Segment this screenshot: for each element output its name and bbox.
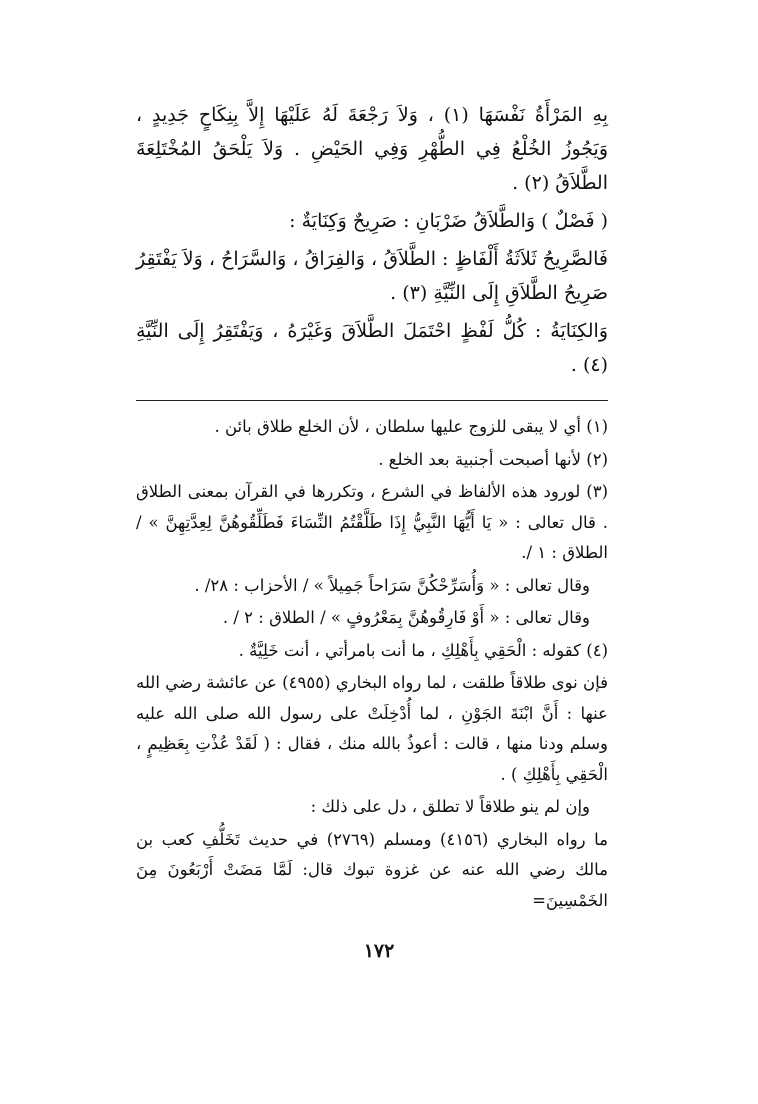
main-paragraph: فَالصَّرِيحُ ثَلاَثَةُ أَلْفَاظٍ : الطَّلاَقُ ، وَالفِرَاقُ ، وَالسَّرَاحُ ، وَلاَ يَفْتَقِرُ صَرِيحُ الطَّلاَقِ إِلَى النِّيَّةِ (٣) . <box>136 248 608 304</box>
main-paragraph: ( فَصْلٌ ) وَالطَّلاَقُ ضَرْبَانِ : صَرِيحٌ وَكِنَايَةٌ : <box>289 210 608 232</box>
footnote-continuation: ما رواه البخاري (٤١٥٦) ومسلم (٢٧٦٩) في حديث تَخَلُّفِ كعب بن مالك رضي الله عنه عن غزوة تبوك قال: لَمَّا مَضَتْ أَرْبَعُونَ مِنَ الخَمْسِينَ= <box>136 829 608 910</box>
footnote-continuation: وإن لم ينو طلاقاً لا تطلق ، دل على ذلك : <box>310 797 590 816</box>
footnote: (٤) كقوله : الْحَقِي بِأَهْلِكِ ، ما أنت بامرأتي ، أنت خَلِيَّةٌ . <box>238 640 608 660</box>
footnotes <box>136 412 608 918</box>
main-paragraph: بِهِ المَرْأَةُ نَفْسَهَا (١) ، وَلاَ رَجْعَةَ لَهُ عَلَيْهَا إِلاَّ بِنِكَاحٍ جَدِيدٍ ، وَيَجُوزُ الخُلْعُ فِي الطُّهْرِ وَفِي الحَيْضِ . وَلاَ يَلْحَقُ المُخْتَلِعَةَ الطَّلاَقُ (٢) . <box>136 104 608 194</box>
main-text <box>136 98 608 386</box>
footnote: (٣) لورود هذه الألفاظ في الشرع ، وتكررها في القرآن بمعنى الطلاق . قال تعالى : « يَا أَيُّهَا النَّبِيُّ إِذَا طَلَّقْتُمُ النِّسَاءَ فَطَلِّقُوهُنَّ لِعِدَّتِهِنَّ » / الطلاق : ١ /. <box>136 482 608 562</box>
footnote: (٢) لأنها أصبحت أجنبية بعد الخلع . <box>378 449 608 469</box>
footnote-continuation: وقال تعالى : « أَوْ فَارِقُوهُنَّ بِمَعْرُوفٍ » / الطلاق : ٢ / . <box>222 608 590 627</box>
main-paragraph: وَالكِنَايَةُ : كُلُّ لَفْظٍ احْتَمَلَ الطَّلاَقَ وَغَيْرَهُ ، وَيَفْتَقِرُ إِلَى النِّيَّةِ (٤) . <box>136 320 608 376</box>
footnote-divider <box>136 400 608 401</box>
footnote-continuation: فإن نوى طلاقاً طلقت ، لما رواه البخاري (٤٩٥٥) عن عائشة رضي الله عنها : أَنَّ ابْنَةَ الجَوْنِ ، لما أُدْخِلَتْ على رسول الله صلى الله عليه وسلم ودنا منها ، قالت : أعوذُ بالله منك ، فقال : ( لَقَدْ عُذْتِ بِعَظِيمٍ ، الْحَقِي بِأَهْلِكِ ) . <box>136 673 608 784</box>
page-number: ١٧٢ <box>363 940 395 962</box>
footnote-continuation: وقال تعالى : « وَأُسَرِّحْكُنَّ سَرَاحاً جَمِيلاً » / الأحزاب : ٢٨/ . <box>194 575 590 595</box>
footnote: (١) أي لا يبقى للزوج عليها سلطان ، لأن الخلع طلاق بائن . <box>214 417 608 436</box>
